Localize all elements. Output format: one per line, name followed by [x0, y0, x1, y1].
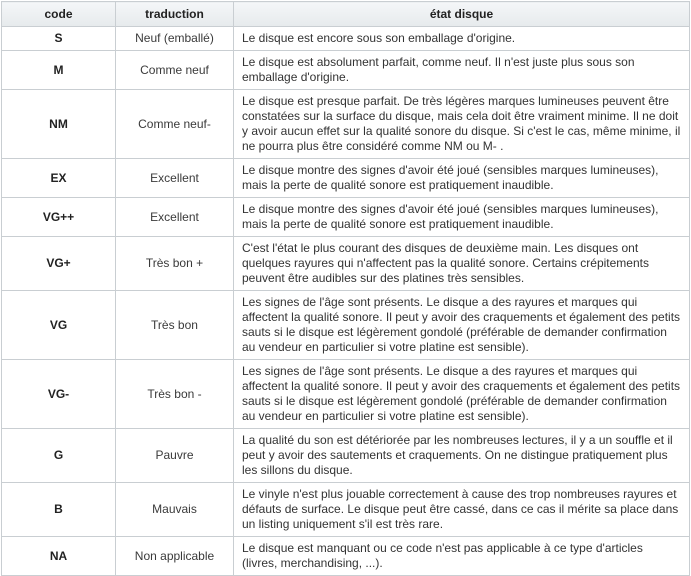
table-row — [2, 90, 690, 159]
table-row — [2, 483, 690, 537]
code-cell: S — [2, 27, 116, 51]
traduction-cell: Neuf (emballé) — [116, 27, 234, 51]
table-row — [2, 237, 690, 291]
table-header-row — [2, 2, 690, 27]
etat-disque-cell: Le disque est manquant ou ce code n'est pas applicable à ce type d'articles (livres, merchandising, ...). — [234, 537, 690, 576]
traduction-cell: Très bon - — [116, 360, 234, 429]
table-row — [2, 291, 690, 360]
traduction-cell: Comme neuf- — [116, 90, 234, 159]
record-grading-table — [1, 1, 690, 576]
etat-disque-cell: Le disque est encore sous son emballage d'origine. — [234, 27, 690, 51]
code-cell: VG — [2, 291, 116, 360]
table-row — [2, 51, 690, 90]
column-header-traduction: traduction — [116, 2, 234, 27]
code-cell: VG- — [2, 360, 116, 429]
code-cell: EX — [2, 159, 116, 198]
traduction-cell: Non applicable — [116, 537, 234, 576]
etat-disque-cell: Le disque est presque parfait. De très légères marques lumineuses peuvent être constatées sur la surface du disque, mais cela doit être vraiment minime. Il ne doit y avoir aucun effet sur la qualité sonore du disque. Si c'est le cas, même minime, il ne pourra plus être considéré comme NM ou M- . — [234, 90, 690, 159]
table-row — [2, 159, 690, 198]
traduction-cell: Comme neuf — [116, 51, 234, 90]
table-row — [2, 429, 690, 483]
traduction-cell: Très bon — [116, 291, 234, 360]
code-cell: B — [2, 483, 116, 537]
table-row — [2, 537, 690, 576]
column-header-etat-disque: état disque — [234, 2, 690, 27]
table-row — [2, 360, 690, 429]
traduction-cell: Pauvre — [116, 429, 234, 483]
etat-disque-cell: Le disque montre des signes d'avoir été joué (sensibles marques lumineuses), mais la perte de qualité sonore est pratiquement inaudible. — [234, 159, 690, 198]
traduction-cell: Très bon + — [116, 237, 234, 291]
traduction-cell: Excellent — [116, 198, 234, 237]
etat-disque-cell: Le disque est absolument parfait, comme neuf. Il n'est juste plus sous son emballage d'origine. — [234, 51, 690, 90]
code-cell: G — [2, 429, 116, 483]
column-header-code: code — [2, 2, 116, 27]
code-cell: NA — [2, 537, 116, 576]
etat-disque-cell: C'est l'état le plus courant des disques de deuxième main. Les disques ont quelques rayures qui n'affectent pas la qualité sonore. Certains crépitements peuvent être audibles sur des platines très sensibles. — [234, 237, 690, 291]
table-row — [2, 27, 690, 51]
etat-disque-cell: Les signes de l'âge sont présents. Le disque a des rayures et marques qui affectent la qualité sonore. Il peut y avoir des craquements et également des petits sauts si le disque est légèrement gondolé (préférable de demander confirmation au vendeur en particulier si votre platine est sensible). — [234, 291, 690, 360]
etat-disque-cell: Le vinyle n'est plus jouable correctement à cause des trop nombreuses rayures et défauts de surface. Le disque peut être cassé, dans ce cas il mérite sa place dans un listing uniquement s'il est très rare. — [234, 483, 690, 537]
etat-disque-cell: Les signes de l'âge sont présents. Le disque a des rayures et marques qui affectent la qualité sonore. Il peut y avoir des craquements et également des petits sauts si le disque est légèrement gondolé (préférable de demander confirmation au vendeur en particulier si votre platine est sensible). — [234, 360, 690, 429]
etat-disque-cell: Le disque montre des signes d'avoir été joué (sensibles marques lumineuses), mais la perte de qualité sonore est pratiquement inaudible. — [234, 198, 690, 237]
table-row — [2, 198, 690, 237]
traduction-cell: Excellent — [116, 159, 234, 198]
traduction-cell: Mauvais — [116, 483, 234, 537]
code-cell: VG+ — [2, 237, 116, 291]
code-cell: NM — [2, 90, 116, 159]
code-cell: VG++ — [2, 198, 116, 237]
code-cell: M — [2, 51, 116, 90]
etat-disque-cell: La qualité du son est détériorée par les nombreuses lectures, il y a un souffle et il peut y avoir des sautements et craquements. On ne distingue pratiquement plus les sillons du disque. — [234, 429, 690, 483]
